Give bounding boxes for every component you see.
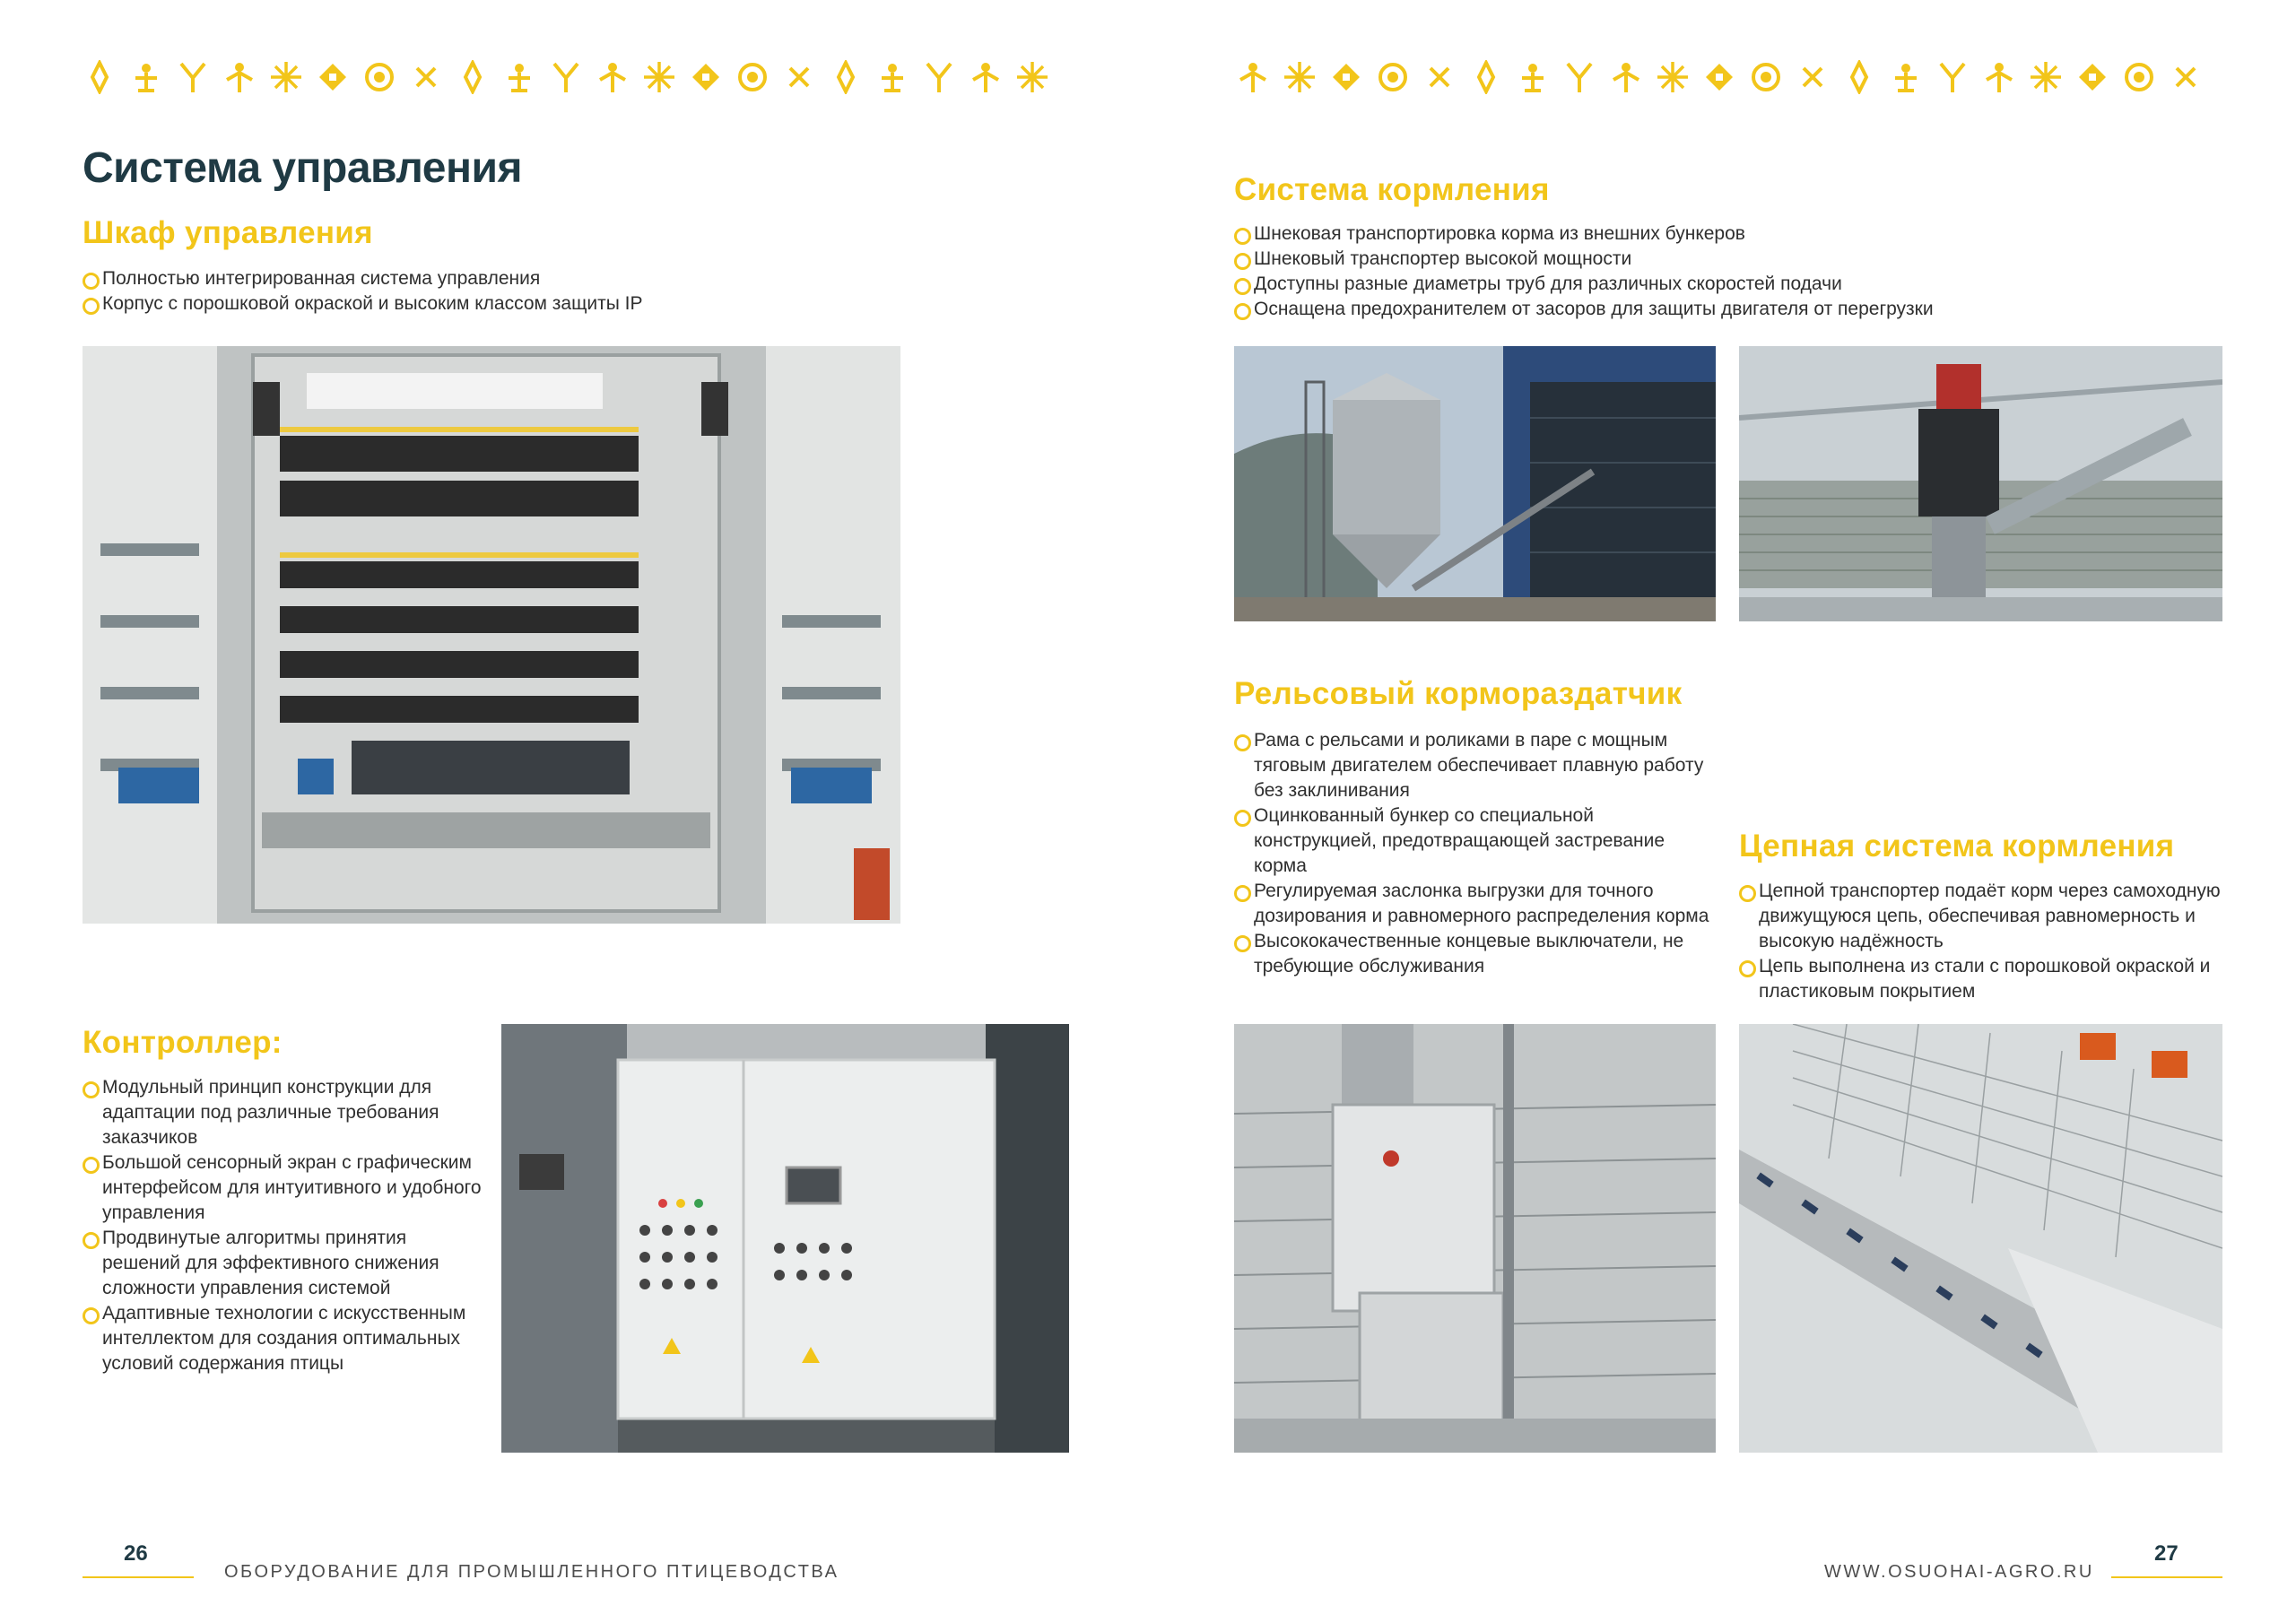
chain-feeding-photo <box>1739 1024 2222 1453</box>
ornament-glyph-icon <box>642 60 676 94</box>
ornament-border-left <box>83 52 1076 102</box>
ornament-glyph-icon <box>1283 60 1317 94</box>
ornament-glyph-icon <box>1236 60 1270 94</box>
list-item: Регулируемая заслонка выгрузки для точного дозирования и равномерного распределения корма <box>1234 879 1718 929</box>
ornament-glyph-icon <box>922 60 956 94</box>
list-item: Шнековый транспортер высокой мощности <box>1234 247 2221 272</box>
ornament-glyph-icon <box>316 60 350 94</box>
ornament-glyph-icon <box>1015 60 1049 94</box>
page-title: Система управления <box>83 144 522 192</box>
list-item: Цепной транспортер подаёт корм через самоходную движущуюся цепь, обеспечивая равномерность и высокую надёжность <box>1739 879 2223 954</box>
ornament-glyph-icon <box>222 60 257 94</box>
footer-line-left <box>83 1576 194 1578</box>
ornament-glyph-icon <box>129 60 163 94</box>
ornament-glyph-icon <box>2169 60 2203 94</box>
list-item: Цепь выполнена из стали с порошковой окраской и пластиковым покрытием <box>1739 954 2223 1004</box>
ornament-glyph-icon <box>1982 60 2016 94</box>
ornament-glyph-icon <box>1935 60 1970 94</box>
list-item: Доступны разные диаметры труб для различных скоростей подачи <box>1234 272 2221 297</box>
rail-feeder-photo <box>1234 1024 1716 1453</box>
ornament-glyph-icon <box>1609 60 1643 94</box>
list-item: Адаптивные технологии с искусственным интеллектом для создания оптимальных условий содержания птицы <box>83 1301 484 1376</box>
ornament-glyph-icon <box>1329 60 1363 94</box>
ornament-glyph-icon <box>1889 60 1923 94</box>
feeding-heading: Система кормления <box>1234 172 1550 207</box>
ornament-glyph-icon <box>2029 60 2063 94</box>
list-item: Высококачественные концевые выключатели, не требующие обслуживания <box>1234 929 1718 979</box>
footer-url[interactable]: WWW.OSUOHAI-AGRO.RU <box>1824 1562 2094 1582</box>
ornament-glyph-icon <box>969 60 1003 94</box>
silo-photo <box>1234 346 1716 621</box>
ornament-glyph-icon <box>83 60 117 94</box>
controller-photo <box>501 1024 1069 1453</box>
page-number-left: 26 <box>124 1541 148 1566</box>
rail-feeder-bullets <box>1234 728 1718 979</box>
ornament-glyph-icon <box>549 60 583 94</box>
ornament-glyph-icon <box>782 60 816 94</box>
ornament-glyph-icon <box>1796 60 1830 94</box>
cabinet-bullets <box>83 266 890 317</box>
controller-heading: Контроллер: <box>83 1025 283 1060</box>
list-item: Модульный принцип конструкции для адаптации под различные требования заказчиков <box>83 1075 484 1150</box>
feeding-bullets <box>1234 221 2221 322</box>
list-item: Шнековая транспортировка корма из внешних бункеров <box>1234 221 2221 247</box>
ornament-glyph-icon <box>1842 60 1876 94</box>
ornament-glyph-icon <box>409 60 443 94</box>
page-number-right: 27 <box>2154 1541 2179 1566</box>
list-item: Полностью интегрированная система управления <box>83 266 890 291</box>
ornament-glyph-icon <box>875 60 909 94</box>
motor-photo <box>1739 346 2222 621</box>
list-item: Продвинутые алгоритмы принятия решений для эффективного снижения сложности управления системой <box>83 1226 484 1301</box>
ornament-glyph-icon <box>596 60 630 94</box>
list-item: Оснащена предохранителем от засоров для защиты двигателя от перегрузки <box>1234 297 2221 322</box>
ornament-glyph-icon <box>1656 60 1690 94</box>
footer-text: ОБОРУДОВАНИЕ ДЛЯ ПРОМЫШЛЕННОГО ПТИЦЕВОДСТВА <box>224 1562 839 1582</box>
ornament-glyph-icon <box>2122 60 2156 94</box>
ornament-glyph-icon <box>269 60 303 94</box>
ornament-glyph-icon <box>1376 60 1410 94</box>
list-item: Рама с рельсами и роликами в паре с мощным тяговым двигателем обеспечивает плавную работу без заклинивания <box>1234 728 1718 803</box>
chain-feeding-heading: Цепная система кормления <box>1739 829 2175 864</box>
footer-line-right <box>2111 1576 2222 1578</box>
ornament-glyph-icon <box>1702 60 1736 94</box>
ornament-glyph-icon <box>176 60 210 94</box>
list-item: Корпус с порошковой окраской и высоким классом защиты IP <box>83 291 890 317</box>
ornament-glyph-icon <box>2075 60 2109 94</box>
ornament-glyph-icon <box>829 60 863 94</box>
ornament-glyph-icon <box>456 60 490 94</box>
chain-feeding-bullets <box>1739 879 2223 1004</box>
ornament-border-right <box>1236 52 2222 102</box>
ornament-glyph-icon <box>1749 60 1783 94</box>
ornament-glyph-icon <box>689 60 723 94</box>
ornament-glyph-icon <box>1516 60 1550 94</box>
control-cabinet-photo <box>83 346 900 924</box>
cabinet-heading: Шкаф управления <box>83 215 373 250</box>
ornament-glyph-icon <box>1422 60 1457 94</box>
ornament-glyph-icon <box>502 60 536 94</box>
list-item: Оцинкованный бункер со специальной конструкцией, предотвращающей застревание корма <box>1234 803 1718 879</box>
ornament-glyph-icon <box>1562 60 1596 94</box>
rail-feeder-heading: Рельсовый кормораздатчик <box>1234 676 1683 711</box>
ornament-glyph-icon <box>362 60 396 94</box>
ornament-glyph-icon <box>735 60 770 94</box>
ornament-glyph-icon <box>1469 60 1503 94</box>
list-item: Большой сенсорный экран с графическим интерфейсом для интуитивного и удобного управления <box>83 1150 484 1226</box>
controller-bullets <box>83 1075 484 1376</box>
